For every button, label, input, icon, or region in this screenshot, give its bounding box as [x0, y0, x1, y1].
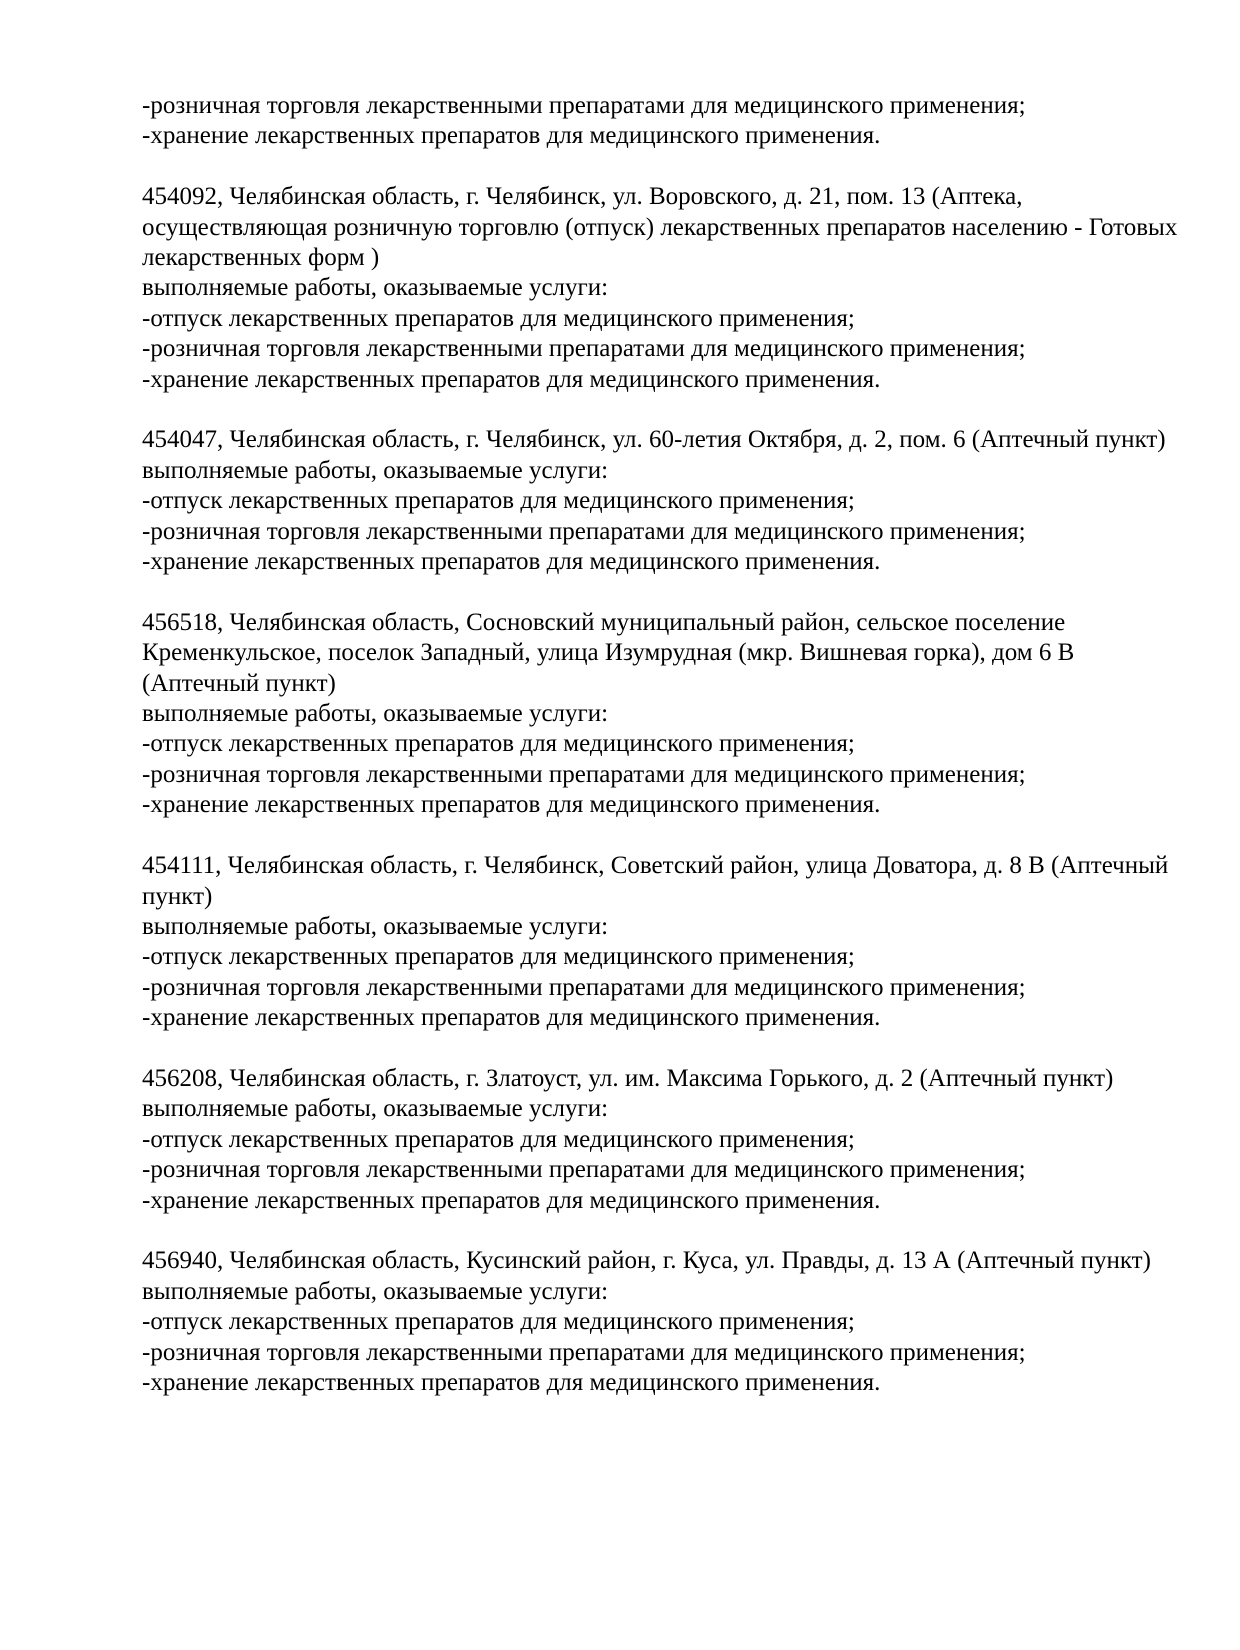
license-entry-456518 — [142, 608, 1200, 821]
service-line: -отпуск лекарственных препаратов для медицинского применения; — [142, 730, 855, 758]
service-line: -хранение лекарственных препаратов для медицинского применения. — [142, 122, 881, 150]
license-entry-454047 — [142, 425, 1200, 577]
works-label: выполняемые работы, оказываемые услуги: — [142, 274, 609, 302]
paragraph-spacer — [142, 821, 1200, 851]
license-entry-454111 — [142, 851, 1200, 1033]
entry-address-line: осуществляющая розничную торговлю (отпуск) лекарственных препаратов населению - Готовых — [142, 213, 1178, 241]
entry-address-line: 456518, Челябинская область, Сосновский муниципальный район, сельское поселение — [142, 608, 1066, 636]
service-line: -розничная торговля лекарственными препаратами для медицинского применения; — [142, 1338, 1026, 1366]
service-line: -розничная торговля лекарственными препаратами для медицинского применения; — [142, 92, 1026, 119]
license-entry-456208 — [142, 1064, 1200, 1216]
entry-address-line: Кременкульское, поселок Западный, улица Изумрудная (мкр. Вишневая горка), дом 6 В — [142, 639, 1075, 667]
service-line: -розничная торговля лекарственными препаратами для медицинского применения; — [142, 1156, 1026, 1184]
entry-address-line: 454092, Челябинская область, г. Челябинск, ул. Воровского, д. 21, пом. 13 (Аптека, — [142, 183, 1023, 211]
works-label: выполняемые работы, оказываемые услуги: — [142, 700, 609, 728]
paragraph-spacer — [142, 1034, 1200, 1064]
entry-address-line: 454111, Челябинская область, г. Челябинск, Советский район, улица Доватора, д. 8 В (Аптечный — [142, 852, 1169, 880]
entry-address-line: пункт) — [142, 882, 213, 910]
service-line: -отпуск лекарственных препаратов для медицинского применения; — [142, 1125, 855, 1153]
works-label: выполняемые работы, оказываемые услуги: — [142, 456, 609, 484]
service-line: -отпуск лекарственных препаратов для медицинского применения; — [142, 487, 855, 515]
works-label: выполняемые работы, оказываемые услуги: — [142, 1277, 609, 1305]
entry-address-line: 454047, Челябинская область, г. Челябинск, ул. 60-летия Октября, д. 2, пом. 6 (Аптечный пункт) — [142, 426, 1166, 454]
paragraph-spacer — [142, 1216, 1200, 1246]
service-line: -хранение лекарственных препаратов для медицинского применения. — [142, 548, 881, 576]
service-line: -отпуск лекарственных препаратов для медицинского применения; — [142, 1308, 855, 1336]
service-line: -розничная торговля лекарственными препаратами для медицинского применения; — [142, 335, 1026, 363]
service-line: -розничная торговля лекарственными препаратами для медицинского применения; — [142, 517, 1026, 545]
works-label: выполняемые работы, оказываемые услуги: — [142, 1095, 609, 1123]
entry-address-line: 456208, Челябинская область, г. Златоуст, ул. им. Максима Горького, д. 2 (Аптечный пункт) — [142, 1064, 1114, 1092]
license-entry-456940 — [142, 1246, 1200, 1398]
service-line: -розничная торговля лекарственными препаратами для медицинского применения; — [142, 973, 1026, 1001]
service-line: -хранение лекарственных препаратов для медицинского применения. — [142, 791, 881, 819]
entry-address-line: лекарственных форм ) — [142, 244, 380, 272]
document-body — [142, 91, 1200, 1398]
service-line: -хранение лекарственных препаратов для медицинского применения. — [142, 1186, 881, 1214]
paragraph-spacer — [142, 152, 1200, 182]
paragraph-spacer — [142, 577, 1200, 607]
service-line: -хранение лекарственных препаратов для медицинского применения. — [142, 365, 881, 393]
works-label: выполняемые работы, оказываемые услуги: — [142, 912, 609, 940]
paragraph-spacer — [142, 395, 1200, 425]
service-line: -розничная торговля лекарственными препаратами для медицинского применения; — [142, 760, 1026, 788]
license-entry-454092 — [142, 182, 1200, 395]
service-line: -отпуск лекарственных препаратов для медицинского применения; — [142, 304, 855, 332]
service-line: -отпуск лекарственных препаратов для медицинского применения; — [142, 943, 855, 971]
entry-address-line: (Аптечный пункт) — [142, 669, 336, 697]
service-line: -хранение лекарственных препаратов для медицинского применения. — [142, 1368, 881, 1396]
service-line: -хранение лекарственных препаратов для медицинского применения. — [142, 1004, 881, 1032]
entry-address-line: 456940, Челябинская область, Кусинский район, г. Куса, ул. Правды, д. 13 А (Аптечный пункт) — [142, 1247, 1151, 1275]
license-entry-continued — [142, 91, 1200, 152]
